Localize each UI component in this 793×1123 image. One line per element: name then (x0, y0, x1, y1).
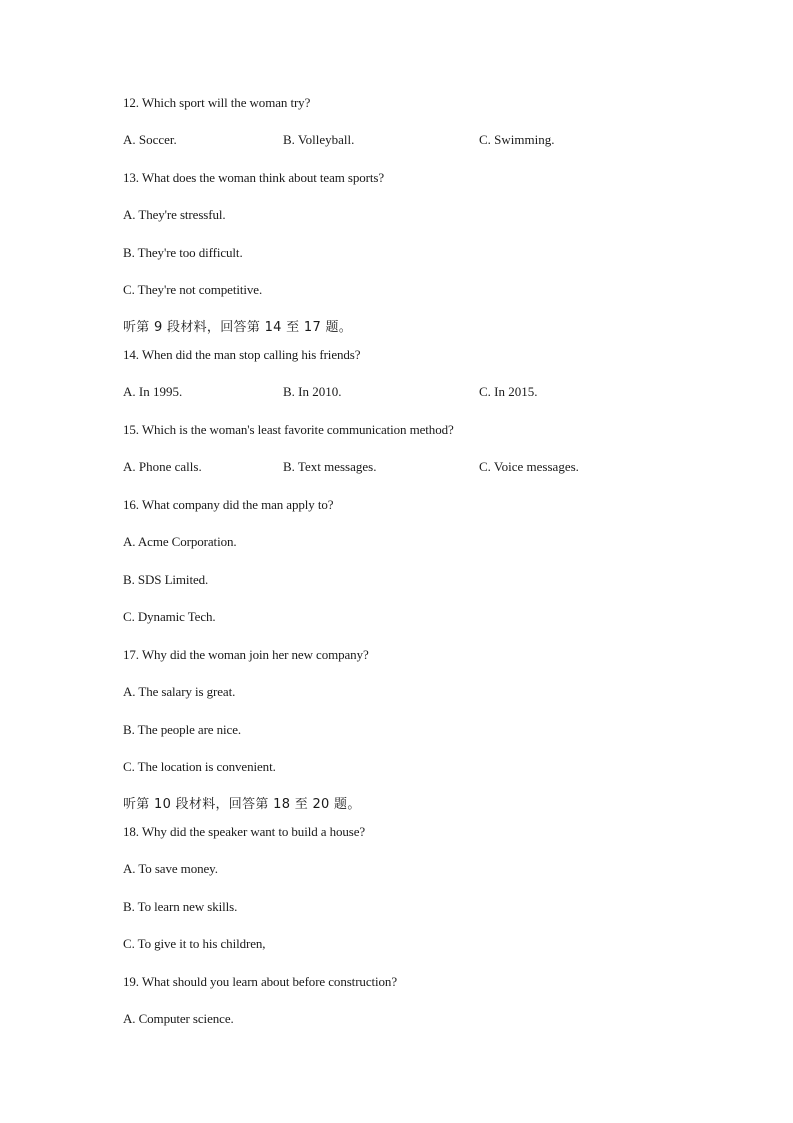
option-17-a: A. The salary is great. (123, 684, 236, 699)
option-15-b: B. Text messages. (283, 459, 377, 474)
option-15-a: A. Phone calls. (123, 459, 202, 474)
option-14-b: B. In 2010. (283, 384, 342, 399)
question-14: 14. When did the man stop calling his friends? (123, 347, 361, 362)
option-13-c: C. They're not competitive. (123, 282, 263, 297)
option-15-c: C. Voice messages. (479, 459, 579, 474)
question-17: 17. Why did the woman join her new company? (123, 647, 369, 662)
option-17-b: B. The people are nice. (123, 722, 242, 737)
option-12-a: A. Soccer. (123, 132, 177, 147)
question-15: 15. Which is the woman's least favorite communication method? (123, 422, 454, 437)
option-19-a: A. Computer science. (123, 1011, 234, 1026)
question-19: 19. What should you learn about before construction? (123, 974, 397, 989)
option-14-c: C. In 2015. (479, 384, 538, 399)
question-18: 18. Why did the speaker want to build a house? (123, 824, 366, 839)
option-13-a: A. They're stressful. (123, 207, 226, 222)
question-13: 13. What does the woman think about team sports? (123, 170, 385, 185)
option-17-c: C. The location is convenient. (123, 759, 276, 774)
option-16-c: C. Dynamic Tech. (123, 609, 216, 624)
option-16-b: B. SDS Limited. (123, 572, 209, 587)
option-18-c: C. To give it to his children, (123, 936, 266, 951)
option-12-c: C. Swimming. (479, 132, 555, 147)
option-14-a: A. In 1995. (123, 384, 183, 399)
option-16-a: A. Acme Corporation. (123, 534, 237, 549)
section-heading-9: 听第 9 段材料，回答第 14 至 17 题。 (123, 320, 353, 335)
question-16: 16. What company did the man apply to? (123, 497, 334, 512)
option-13-b: B. They're too difficult. (123, 245, 243, 260)
question-12: 12. Which sport will the woman try? (123, 95, 311, 110)
option-18-b: B. To learn new skills. (123, 899, 238, 914)
section-heading-10: 听第 10 段材料，回答第 18 至 20 题。 (123, 797, 361, 812)
option-18-a: A. To save money. (123, 861, 218, 876)
option-12-b: B. Volleyball. (283, 132, 355, 147)
